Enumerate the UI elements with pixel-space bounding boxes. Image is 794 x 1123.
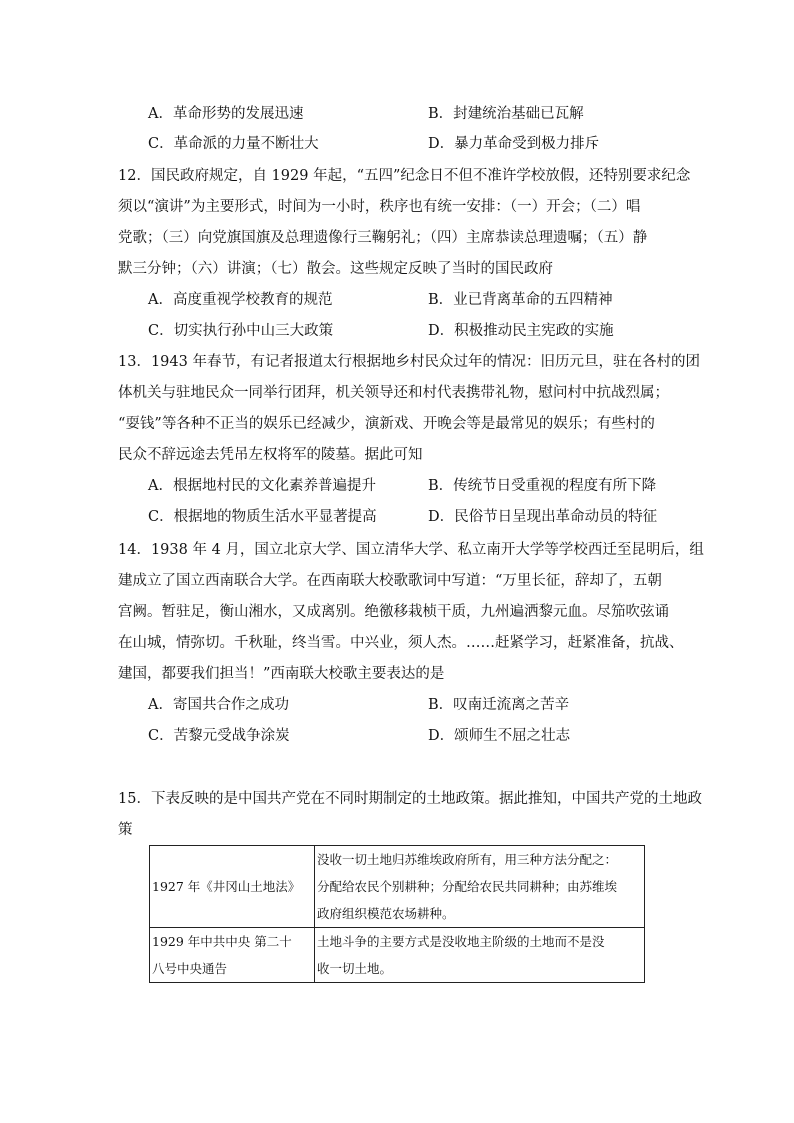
q12-stem-line: 党歌；（三）向党旗国旗及总理遗像行三鞠躬礼；（四）主席恭读总理遗嘱；（五）静: [118, 230, 648, 246]
q13-stem-line: 体机关与驻地民众一同举行团拜，机关领导还和村代表携带礼物，慰问村中抗战烈属；: [118, 385, 669, 401]
cell-line: [152, 900, 312, 927]
table-cell-policy: [315, 846, 645, 928]
q13-option-c: C．根据地的物质生活水平显著提高: [148, 509, 377, 525]
q12-stem-line: 12．国民政府规定，自 1929 年起，“五四”纪念日不但不准许学校放假，还特别要求纪念: [118, 168, 691, 184]
q14-stem-line: 建成立了国立西南联合大学。在西南联大校歌歌词中写道：“万里长征，辞却了，五朝: [118, 573, 662, 589]
q13-option-b: B．传统节日受重视的程度有所下降: [428, 478, 657, 494]
cell-line: 分配给农民个别耕种；分配给农民共同耕种；由苏维埃: [317, 879, 618, 894]
q15-stem-line: 15．下表反映的是中国共产党在不同时期制定的土地政策。据此推知，中国共产党的土地政: [118, 791, 702, 807]
q14-stem-line: 14．1938 年 4 月，国立北京大学、国立清华大学、私立南开大学等学校西迁至昆明后，组: [118, 542, 704, 558]
table-cell-period: [150, 928, 315, 983]
q14-option-c: C．苦黎元受战争涂炭: [148, 728, 290, 744]
q14-stem-line: 在山城，情弥切。千秋耻，终当雪。中兴业，须人杰。……赶紧学习，赶紧准备，抗战、: [118, 635, 684, 651]
q13-stem-line: 13．1943 年春节，有记者报道太行根据地乡村民众过年的情况：旧历元旦，驻在各村的团: [118, 354, 700, 370]
table-row: [150, 928, 645, 983]
q14-stem-line: 宫阙。暂驻足，衡山湘水，又成离别。绝徼移栽桢干质，九州遍洒黎元血。尽笳吹弦诵: [118, 604, 669, 620]
q13-option-d: D．民俗节日呈现出革命动员的特征: [428, 509, 658, 525]
page-cut-mask: [148, 1003, 648, 1013]
table-cell-policy: [315, 928, 645, 983]
q12-option-c: C．切实执行孙中山三大政策: [148, 323, 334, 339]
cell-line: 1927 年《井冈山土地法》: [152, 879, 301, 894]
q11-option-b: B．封建统治基础已瓦解: [428, 106, 584, 122]
cell-line: 收一切土地。: [317, 961, 393, 976]
q13-stem-line: 民众不辞远途去凭吊左权将军的陵墓。据此可知: [118, 447, 423, 463]
table-row: [150, 846, 645, 928]
q14-option-a: A．寄国共合作之成功: [148, 697, 289, 713]
q12-option-b: B．业已背离革命的五四精神: [428, 292, 613, 308]
table-cell-period: [150, 846, 315, 928]
q14-option-d: D．颂师生不屈之壮志: [428, 728, 571, 744]
q14-option-b: B．叹南迁流离之苦辛: [428, 697, 570, 713]
q11-option-a: A．革命形势的发展迅速: [148, 106, 304, 122]
q13-option-a: A．根据地村民的文化素养普遍提升: [148, 478, 376, 494]
cell-line: 1929 年中共中央 第二十: [152, 934, 292, 949]
cell-line: [152, 846, 312, 873]
q12-option-a: A．高度重视学校教育的规范: [148, 292, 333, 308]
q11-option-d: D．暴力革命受到极力排斥: [428, 136, 600, 152]
q14-stem-line: 建国，都要我们担当！”西南联大校歌主要表达的是: [118, 666, 445, 682]
q12-option-d: D．积极推动民主宪政的实施: [428, 323, 614, 339]
cell-line: 土地斗争的主要方式是没收地主阶级的土地而不是没: [317, 934, 605, 949]
q12-stem-line: 须以“演讲”为主要形式，时间为一小时，秩序也有统一安排：（一）开会；（二）唱: [118, 199, 641, 215]
q13-stem-line: “耍钱”等各种不正当的娱乐已经减少，演新戏、开晚会等是最常见的娱乐；有些村的: [118, 416, 655, 432]
q15-stem-line: 策: [118, 822, 133, 838]
cell-line: 没收一切土地归苏维埃政府所有，用三种方法分配之：: [317, 852, 618, 867]
q12-stem-line: 默三分钟；（六）讲演；（七）散会。这些规定反映了当时的国民政府: [118, 261, 553, 277]
cell-line: 八号中央通告: [152, 961, 228, 976]
land-policy-table: [149, 845, 645, 983]
q11-option-c: C．革命派的力量不断壮大: [148, 136, 319, 152]
cell-line: 政府组织模范农场耕种。: [317, 906, 455, 921]
